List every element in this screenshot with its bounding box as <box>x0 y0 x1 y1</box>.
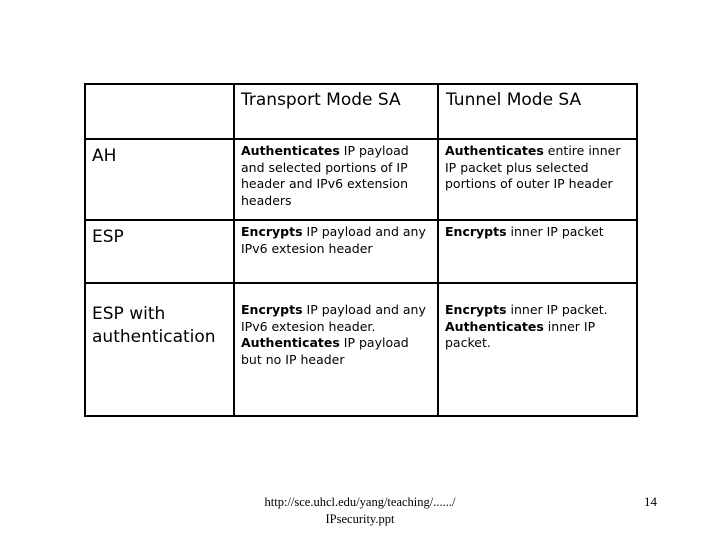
footer-source-link <box>236 494 484 528</box>
ah-transport-text: IP payload and selected portions of IP header and IPv6 extension headers <box>241 143 409 208</box>
esp-auth-transport-desc <box>241 302 431 368</box>
row-divider-3 <box>86 282 636 284</box>
row-divider-1 <box>86 138 636 140</box>
column-divider-2 <box>437 85 439 415</box>
esp-auth-transport-text1: IP payload and any IPv6 extesion header. <box>241 302 426 334</box>
esp-auth-tunnel-verb2: Authenticates <box>445 318 544 334</box>
row-label-ah: AH <box>92 146 117 166</box>
ah-tunnel-desc <box>445 143 635 193</box>
esp-auth-transport-verb2: Authenticates <box>241 335 340 350</box>
footer-url-line1: http://sce.uhcl.edu/yang/teaching/....../ <box>264 495 456 509</box>
footer-url-line2: IPsecurity.ppt <box>325 512 395 526</box>
esp-auth-transport-text2: IP payload but no IP header <box>241 335 409 367</box>
esp-transport-text: IP payload and any IPv6 extesion header <box>241 224 426 256</box>
column-divider-1 <box>233 85 235 415</box>
esp-tunnel-verb: Encrypts <box>445 224 507 239</box>
row-label-esp-auth-line1: ESP with <box>92 304 166 324</box>
row-divider-2 <box>86 219 636 221</box>
ah-transport-verb: Authenticates <box>241 143 340 158</box>
page-number: 14 <box>644 494 657 509</box>
esp-auth-tunnel-text1: inner IP packet. <box>506 302 608 317</box>
esp-transport-desc <box>241 224 431 257</box>
esp-auth-transport-verb1: Encrypts <box>241 302 303 317</box>
row-label-esp-auth-line2: authentication <box>92 327 216 347</box>
esp-transport-verb: Encrypts <box>241 224 303 239</box>
esp-auth-tunnel-desc <box>445 302 635 352</box>
ah-tunnel-text: entire inner IP packet plus selected portions of outer IP header <box>445 143 621 191</box>
ah-transport-desc <box>241 143 431 209</box>
comparison-table <box>84 83 638 417</box>
esp-auth-tunnel-verb1: Encrypts <box>445 302 507 317</box>
header-transport-mode: Transport Mode SA <box>241 90 401 110</box>
row-label-esp: ESP <box>92 227 124 247</box>
ah-tunnel-verb: Authenticates <box>445 143 544 158</box>
esp-auth-tunnel-text2: inner IP packet. <box>445 318 596 350</box>
header-tunnel-mode: Tunnel Mode SA <box>446 90 582 110</box>
esp-tunnel-text: inner IP packet <box>506 224 604 239</box>
esp-tunnel-desc <box>445 224 635 241</box>
row-label-esp-auth <box>92 303 216 349</box>
